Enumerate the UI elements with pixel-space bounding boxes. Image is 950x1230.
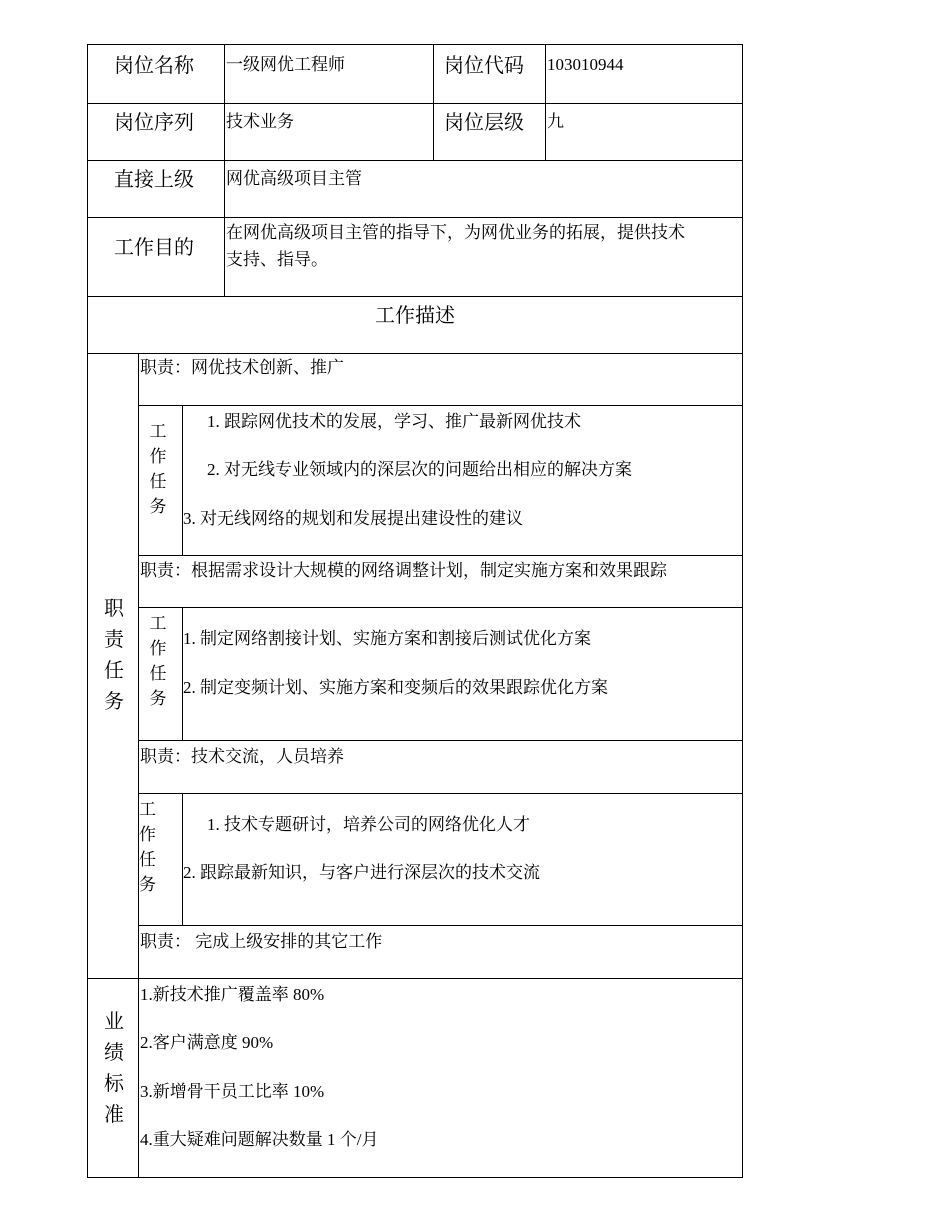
label-char: 务 [104,689,124,713]
task-label [147,611,169,711]
duty-title: 职责： 完成上级安排的其它工作 [140,932,383,951]
work-description-title: 工作描述 [375,303,455,327]
position-level-label: 岗位层级 [444,110,524,134]
table-border-top [87,44,743,45]
label-char: 标 [104,1071,124,1095]
responsibilities-label [99,593,129,717]
performance-item: 4.重大疑难问题解决数量 1 个/月 [140,1130,379,1149]
task-item: 2. 制定变频计划、实施方案和变频后的效果跟踪优化方案 [183,678,608,697]
duty-title: 职责：根据需求设计大规模的网络调整计划，制定实施方案和效果跟踪 [140,561,667,580]
row-divider [138,555,743,556]
col-divider [433,44,434,161]
col-divider [182,405,183,556]
label-char: 务 [139,875,156,894]
task-item: 2. 对无线专业领域内的深层次的问题给出相应的解决方案 [207,460,632,479]
label-char: 任 [104,658,124,682]
task-item: 1. 跟踪网优技术的发展，学习、推广最新网优技术 [207,412,581,431]
label-char: 任 [139,850,156,869]
duty-title: 职责：网优技术创新、推广 [140,358,344,377]
row-divider [138,405,743,406]
position-series-value: 技术业务 [226,112,294,131]
col-divider [138,353,139,1178]
supervisor-value: 网优高级项目主管 [226,169,362,188]
row-divider [138,793,743,794]
col-divider [182,793,183,926]
row-divider [138,740,743,741]
row-divider [87,296,743,297]
position-name-label: 岗位名称 [114,53,194,77]
label-char: 绩 [104,1040,124,1064]
row-divider [138,925,743,926]
table-border-right [742,44,743,1178]
performance-label [99,1006,129,1130]
purpose-line-1: 在网优高级项目主管的指导下，为网优业务的拓展，提供技术 [226,223,685,242]
task-label [139,797,161,897]
col-divider [224,44,225,297]
supervisor-label: 直接上级 [114,167,194,191]
position-code-label: 岗位代码 [444,53,524,77]
row-divider [87,217,743,218]
row-divider [87,978,743,979]
performance-item: 2.客户满意度 90% [140,1033,274,1052]
row-divider [87,160,743,161]
label-char: 责 [104,627,124,651]
row-divider [87,353,743,354]
table-border-bottom [87,1177,743,1178]
label-char: 工 [149,614,167,633]
purpose-line-2: 支持、指导。 [226,250,328,269]
label-char: 工 [149,422,167,441]
label-char: 作 [149,447,167,466]
row-divider [138,607,743,608]
label-char: 作 [149,639,167,658]
label-char: 务 [149,497,167,516]
table-border-left [87,44,88,1178]
position-series-label: 岗位序列 [114,110,194,134]
label-char: 准 [104,1102,124,1126]
performance-item: 3.新增骨干员工比率 10% [140,1082,325,1101]
job-description-table [87,44,743,1178]
task-item: 2. 跟踪最新知识，与客户进行深层次的技术交流 [183,863,540,882]
duty-title: 职责：技术交流，人员培养 [140,747,344,766]
label-char: 工 [139,800,156,819]
label-char: 任 [149,472,167,491]
label-char: 作 [139,825,156,844]
label-char: 务 [149,689,167,708]
performance-item: 1.新技术推广覆盖率 80% [140,985,325,1004]
col-divider [545,44,546,161]
task-item: 1. 制定网络割接计划、实施方案和割接后测试优化方案 [183,629,591,648]
purpose-label: 工作目的 [114,235,194,259]
position-code-value: 103010944 [547,55,624,74]
position-name-value: 一级网优工程师 [226,55,345,74]
label-char: 业 [104,1009,124,1033]
row-divider [87,103,743,104]
task-item: 3. 对无线网络的规划和发展提出建设性的建议 [183,509,523,528]
task-item: 1. 技术专题研讨，培养公司的网络优化人才 [207,815,530,834]
label-char: 任 [149,664,167,683]
position-level-value: 九 [547,112,564,131]
task-label [147,419,169,519]
label-char: 职 [104,596,124,620]
